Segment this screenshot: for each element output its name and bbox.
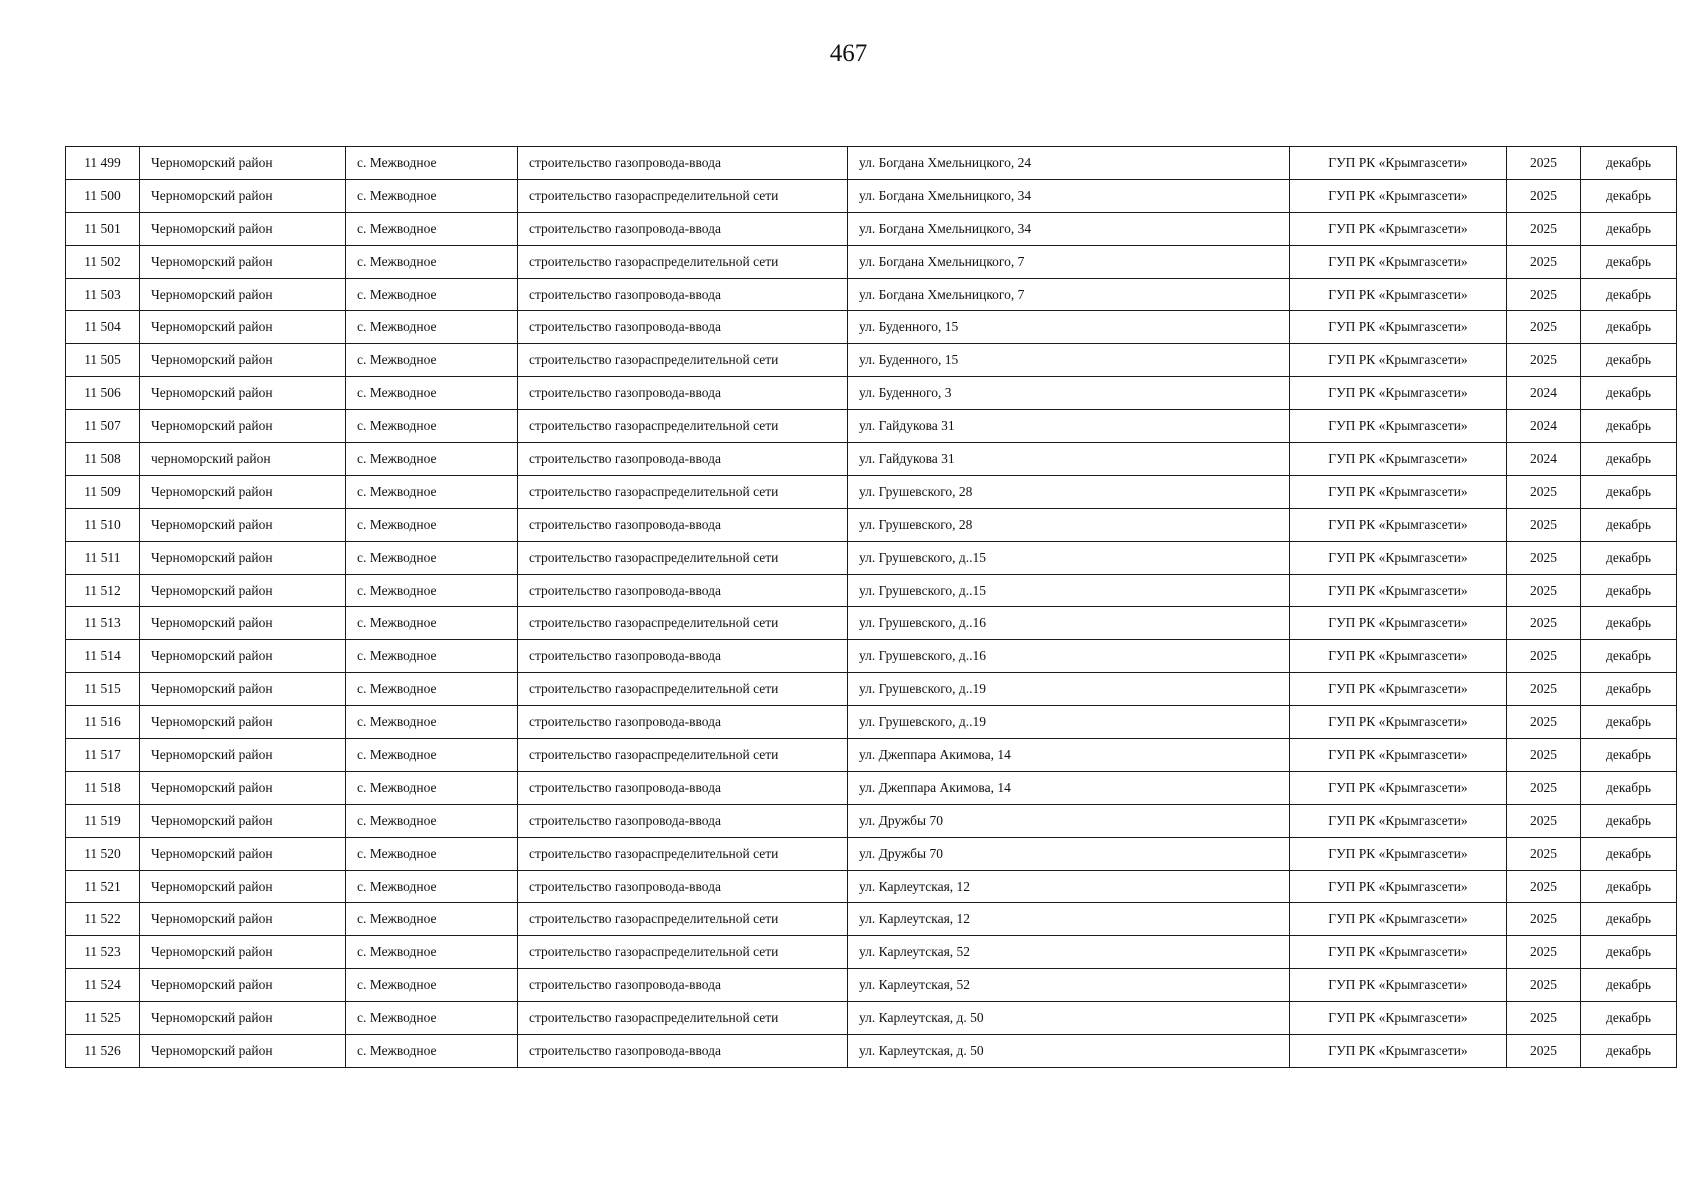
row-number-cell: 11 516 [66, 706, 140, 739]
address-cell: ул. Грушевского, д..15 [848, 574, 1290, 607]
address-cell: ул. Грушевского, д..16 [848, 640, 1290, 673]
settlement-cell: с. Межводное [346, 804, 518, 837]
row-number-cell: 11 505 [66, 344, 140, 377]
work-type-cell: строительство газопровода-ввода [518, 640, 848, 673]
address-cell: ул. Джеппара Акимова, 14 [848, 739, 1290, 772]
month-cell: декабрь [1581, 870, 1677, 903]
district-cell: Черноморский район [140, 311, 346, 344]
settlement-cell: с. Межводное [346, 541, 518, 574]
settlement-cell: с. Межводное [346, 771, 518, 804]
year-cell: 2025 [1507, 640, 1581, 673]
work-type-cell: строительство газопровода-ввода [518, 443, 848, 476]
month-cell: декабрь [1581, 147, 1677, 180]
work-type-cell: строительство газораспределительной сети [518, 739, 848, 772]
district-cell: Черноморский район [140, 771, 346, 804]
organization-cell: ГУП РК «Крымгазсети» [1290, 278, 1507, 311]
month-cell: декабрь [1581, 212, 1677, 245]
settlement-cell: с. Межводное [346, 640, 518, 673]
organization-cell: ГУП РК «Крымгазсети» [1290, 771, 1507, 804]
table-body [66, 147, 1677, 1068]
work-type-cell: строительство газораспределительной сети [518, 410, 848, 443]
organization-cell: ГУП РК «Крымгазсети» [1290, 147, 1507, 180]
work-type-cell: строительство газопровода-ввода [518, 1035, 848, 1068]
settlement-cell: с. Межводное [346, 212, 518, 245]
settlement-cell: с. Межводное [346, 739, 518, 772]
address-cell: ул. Гайдукова 31 [848, 410, 1290, 443]
row-number-cell: 11 526 [66, 1035, 140, 1068]
year-cell: 2024 [1507, 410, 1581, 443]
organization-cell: ГУП РК «Крымгазсети» [1290, 969, 1507, 1002]
month-cell: декабрь [1581, 245, 1677, 278]
district-cell: Черноморский район [140, 739, 346, 772]
work-type-cell: строительство газораспределительной сети [518, 1002, 848, 1035]
row-number-cell: 11 518 [66, 771, 140, 804]
year-cell: 2025 [1507, 212, 1581, 245]
district-cell: Черноморский район [140, 377, 346, 410]
year-cell: 2025 [1507, 771, 1581, 804]
work-type-cell: строительство газораспределительной сети [518, 541, 848, 574]
organization-cell: ГУП РК «Крымгазсети» [1290, 212, 1507, 245]
organization-cell: ГУП РК «Крымгазсети» [1290, 443, 1507, 476]
page-number: 467 [829, 40, 868, 67]
month-cell: декабрь [1581, 936, 1677, 969]
organization-cell: ГУП РК «Крымгазсети» [1290, 574, 1507, 607]
district-cell: Черноморский район [140, 673, 346, 706]
work-type-cell: строительство газораспределительной сети [518, 475, 848, 508]
year-cell: 2025 [1507, 147, 1581, 180]
year-cell: 2025 [1507, 574, 1581, 607]
settlement-cell: с. Межводное [346, 607, 518, 640]
row-number-cell: 11 504 [66, 311, 140, 344]
settlement-cell: с. Межводное [346, 1002, 518, 1035]
district-cell: Черноморский район [140, 903, 346, 936]
row-number-cell: 11 513 [66, 607, 140, 640]
address-cell: ул. Богдана Хмельницкого, 24 [848, 147, 1290, 180]
month-cell: декабрь [1581, 443, 1677, 476]
month-cell: декабрь [1581, 771, 1677, 804]
address-cell: ул. Буденного, 15 [848, 311, 1290, 344]
district-cell: Черноморский район [140, 706, 346, 739]
district-cell: Черноморский район [140, 640, 346, 673]
address-cell: ул. Карлеутская, 12 [848, 870, 1290, 903]
month-cell: декабрь [1581, 837, 1677, 870]
address-cell: ул. Грушевского, 28 [848, 475, 1290, 508]
year-cell: 2025 [1507, 969, 1581, 1002]
month-cell: декабрь [1581, 508, 1677, 541]
organization-cell: ГУП РК «Крымгазсети» [1290, 377, 1507, 410]
work-type-cell: строительство газораспределительной сети [518, 903, 848, 936]
month-cell: декабрь [1581, 607, 1677, 640]
year-cell: 2025 [1507, 1002, 1581, 1035]
settlement-cell: с. Межводное [346, 508, 518, 541]
gas-works-table [65, 146, 1677, 1068]
table-row [66, 640, 1677, 673]
district-cell: Черноморский район [140, 574, 346, 607]
row-number-cell: 11 524 [66, 969, 140, 1002]
work-type-cell: строительство газораспределительной сети [518, 179, 848, 212]
month-cell: декабрь [1581, 739, 1677, 772]
row-number-cell: 11 514 [66, 640, 140, 673]
address-cell: ул. Карлеутская, 52 [848, 936, 1290, 969]
table-row [66, 311, 1677, 344]
district-cell: Черноморский район [140, 541, 346, 574]
work-type-cell: строительство газопровода-ввода [518, 508, 848, 541]
table-row [66, 541, 1677, 574]
month-cell: декабрь [1581, 804, 1677, 837]
table-row [66, 147, 1677, 180]
address-cell: ул. Дружбы 70 [848, 804, 1290, 837]
table-row [66, 245, 1677, 278]
district-cell: Черноморский район [140, 475, 346, 508]
row-number-cell: 11 511 [66, 541, 140, 574]
year-cell: 2024 [1507, 443, 1581, 476]
address-cell: ул. Богдана Хмельницкого, 7 [848, 245, 1290, 278]
work-type-cell: строительство газораспределительной сети [518, 837, 848, 870]
month-cell: декабрь [1581, 541, 1677, 574]
table-row [66, 344, 1677, 377]
settlement-cell: с. Межводное [346, 837, 518, 870]
table-row [66, 278, 1677, 311]
work-type-cell: строительство газопровода-ввода [518, 706, 848, 739]
address-cell: ул. Карлеутская, д. 50 [848, 1035, 1290, 1068]
work-type-cell: строительство газораспределительной сети [518, 673, 848, 706]
year-cell: 2024 [1507, 377, 1581, 410]
table-row [66, 607, 1677, 640]
table-row [66, 903, 1677, 936]
settlement-cell: с. Межводное [346, 706, 518, 739]
settlement-cell: с. Межводное [346, 179, 518, 212]
table-row [66, 706, 1677, 739]
year-cell: 2025 [1507, 706, 1581, 739]
work-type-cell: строительство газопровода-ввода [518, 804, 848, 837]
district-cell: Черноморский район [140, 344, 346, 377]
settlement-cell: с. Межводное [346, 903, 518, 936]
district-cell: Черноморский район [140, 936, 346, 969]
table-row [66, 212, 1677, 245]
year-cell: 2025 [1507, 508, 1581, 541]
work-type-cell: строительство газопровода-ввода [518, 870, 848, 903]
table-row [66, 936, 1677, 969]
address-cell: ул. Грушевского, д..15 [848, 541, 1290, 574]
settlement-cell: с. Межводное [346, 673, 518, 706]
month-cell: декабрь [1581, 574, 1677, 607]
district-cell: Черноморский район [140, 607, 346, 640]
table-row [66, 410, 1677, 443]
district-cell: Черноморский район [140, 508, 346, 541]
organization-cell: ГУП РК «Крымгазсети» [1290, 903, 1507, 936]
table-row [66, 1002, 1677, 1035]
organization-cell: ГУП РК «Крымгазсети» [1290, 179, 1507, 212]
district-cell: Черноморский район [140, 804, 346, 837]
address-cell: ул. Гайдукова 31 [848, 443, 1290, 476]
table-row [66, 837, 1677, 870]
organization-cell: ГУП РК «Крымгазсети» [1290, 936, 1507, 969]
district-cell: Черноморский район [140, 870, 346, 903]
organization-cell: ГУП РК «Крымгазсети» [1290, 607, 1507, 640]
address-cell: ул. Карлеутская, 52 [848, 969, 1290, 1002]
row-number-cell: 11 523 [66, 936, 140, 969]
work-type-cell: строительство газораспределительной сети [518, 344, 848, 377]
address-cell: ул. Богдана Хмельницкого, 34 [848, 179, 1290, 212]
row-number-cell: 11 515 [66, 673, 140, 706]
address-cell: ул. Буденного, 3 [848, 377, 1290, 410]
address-cell: ул. Грушевского, 28 [848, 508, 1290, 541]
year-cell: 2025 [1507, 837, 1581, 870]
month-cell: декабрь [1581, 640, 1677, 673]
year-cell: 2025 [1507, 903, 1581, 936]
district-cell: Черноморский район [140, 969, 346, 1002]
row-number-cell: 11 509 [66, 475, 140, 508]
district-cell: Черноморский район [140, 147, 346, 180]
row-number-cell: 11 522 [66, 903, 140, 936]
work-type-cell: строительство газопровода-ввода [518, 311, 848, 344]
district-cell: Черноморский район [140, 245, 346, 278]
district-cell: Черноморский район [140, 212, 346, 245]
settlement-cell: с. Межводное [346, 377, 518, 410]
month-cell: декабрь [1581, 903, 1677, 936]
organization-cell: ГУП РК «Крымгазсети» [1290, 1002, 1507, 1035]
year-cell: 2025 [1507, 344, 1581, 377]
organization-cell: ГУП РК «Крымгазсети» [1290, 870, 1507, 903]
month-cell: декабрь [1581, 179, 1677, 212]
month-cell: декабрь [1581, 410, 1677, 443]
month-cell: декабрь [1581, 1002, 1677, 1035]
settlement-cell: с. Межводное [346, 574, 518, 607]
row-number-cell: 11 499 [66, 147, 140, 180]
settlement-cell: с. Межводное [346, 1035, 518, 1068]
settlement-cell: с. Межводное [346, 870, 518, 903]
year-cell: 2025 [1507, 475, 1581, 508]
row-number-cell: 11 512 [66, 574, 140, 607]
address-cell: ул. Богдана Хмельницкого, 34 [848, 212, 1290, 245]
organization-cell: ГУП РК «Крымгазсети» [1290, 410, 1507, 443]
year-cell: 2025 [1507, 936, 1581, 969]
work-type-cell: строительство газопровода-ввода [518, 212, 848, 245]
settlement-cell: с. Межводное [346, 410, 518, 443]
district-cell: Черноморский район [140, 278, 346, 311]
month-cell: декабрь [1581, 673, 1677, 706]
month-cell: декабрь [1581, 706, 1677, 739]
row-number-cell: 11 525 [66, 1002, 140, 1035]
work-type-cell: строительство газораспределительной сети [518, 607, 848, 640]
year-cell: 2025 [1507, 739, 1581, 772]
address-cell: ул. Буденного, 15 [848, 344, 1290, 377]
organization-cell: ГУП РК «Крымгазсети» [1290, 1035, 1507, 1068]
row-number-cell: 11 520 [66, 837, 140, 870]
row-number-cell: 11 503 [66, 278, 140, 311]
year-cell: 2025 [1507, 541, 1581, 574]
address-cell: ул. Джеппара Акимова, 14 [848, 771, 1290, 804]
settlement-cell: с. Межводное [346, 245, 518, 278]
address-cell: ул. Карлеутская, д. 50 [848, 1002, 1290, 1035]
organization-cell: ГУП РК «Крымгазсети» [1290, 541, 1507, 574]
table-row [66, 771, 1677, 804]
work-type-cell: строительство газопровода-ввода [518, 377, 848, 410]
settlement-cell: с. Межводное [346, 344, 518, 377]
row-number-cell: 11 506 [66, 377, 140, 410]
work-type-cell: строительство газораспределительной сети [518, 245, 848, 278]
row-number-cell: 11 507 [66, 410, 140, 443]
table-row [66, 870, 1677, 903]
organization-cell: ГУП РК «Крымгазсети» [1290, 640, 1507, 673]
address-cell: ул. Грушевского, д..19 [848, 706, 1290, 739]
table-row [66, 969, 1677, 1002]
month-cell: декабрь [1581, 344, 1677, 377]
work-type-cell: строительство газораспределительной сети [518, 936, 848, 969]
month-cell: декабрь [1581, 1035, 1677, 1068]
year-cell: 2025 [1507, 804, 1581, 837]
settlement-cell: с. Межводное [346, 443, 518, 476]
settlement-cell: с. Межводное [346, 278, 518, 311]
row-number-cell: 11 517 [66, 739, 140, 772]
organization-cell: ГУП РК «Крымгазсети» [1290, 475, 1507, 508]
table-row [66, 377, 1677, 410]
year-cell: 2025 [1507, 1035, 1581, 1068]
work-type-cell: строительство газопровода-ввода [518, 771, 848, 804]
table-row [66, 508, 1677, 541]
address-cell: ул. Грушевского, д..16 [848, 607, 1290, 640]
row-number-cell: 11 502 [66, 245, 140, 278]
month-cell: декабрь [1581, 311, 1677, 344]
year-cell: 2025 [1507, 607, 1581, 640]
row-number-cell: 11 508 [66, 443, 140, 476]
month-cell: декабрь [1581, 475, 1677, 508]
year-cell: 2025 [1507, 311, 1581, 344]
work-type-cell: строительство газопровода-ввода [518, 278, 848, 311]
year-cell: 2025 [1507, 870, 1581, 903]
work-type-cell: строительство газопровода-ввода [518, 969, 848, 1002]
table-row [66, 673, 1677, 706]
settlement-cell: с. Межводное [346, 936, 518, 969]
work-type-cell: строительство газопровода-ввода [518, 147, 848, 180]
table-row [66, 804, 1677, 837]
organization-cell: ГУП РК «Крымгазсети» [1290, 837, 1507, 870]
district-cell: Черноморский район [140, 837, 346, 870]
district-cell: Черноморский район [140, 410, 346, 443]
table-row [66, 179, 1677, 212]
year-cell: 2025 [1507, 278, 1581, 311]
address-cell: ул. Богдана Хмельницкого, 7 [848, 278, 1290, 311]
organization-cell: ГУП РК «Крымгазсети» [1290, 706, 1507, 739]
organization-cell: ГУП РК «Крымгазсети» [1290, 245, 1507, 278]
year-cell: 2025 [1507, 673, 1581, 706]
table-row [66, 574, 1677, 607]
row-number-cell: 11 500 [66, 179, 140, 212]
organization-cell: ГУП РК «Крымгазсети» [1290, 804, 1507, 837]
district-cell: Черноморский район [140, 1002, 346, 1035]
organization-cell: ГУП РК «Крымгазсети» [1290, 739, 1507, 772]
settlement-cell: с. Межводное [346, 311, 518, 344]
table-row [66, 475, 1677, 508]
settlement-cell: с. Межводное [346, 475, 518, 508]
year-cell: 2025 [1507, 179, 1581, 212]
work-type-cell: строительство газопровода-ввода [518, 574, 848, 607]
settlement-cell: с. Межводное [346, 969, 518, 1002]
month-cell: декабрь [1581, 969, 1677, 1002]
month-cell: декабрь [1581, 278, 1677, 311]
row-number-cell: 11 519 [66, 804, 140, 837]
organization-cell: ГУП РК «Крымгазсети» [1290, 311, 1507, 344]
row-number-cell: 11 521 [66, 870, 140, 903]
row-number-cell: 11 510 [66, 508, 140, 541]
table-row [66, 443, 1677, 476]
year-cell: 2025 [1507, 245, 1581, 278]
address-cell: ул. Дружбы 70 [848, 837, 1290, 870]
row-number-cell: 11 501 [66, 212, 140, 245]
table-row [66, 1035, 1677, 1068]
district-cell: Черноморский район [140, 1035, 346, 1068]
organization-cell: ГУП РК «Крымгазсети» [1290, 508, 1507, 541]
address-cell: ул. Карлеутская, 12 [848, 903, 1290, 936]
district-cell: Черноморский район [140, 179, 346, 212]
month-cell: декабрь [1581, 377, 1677, 410]
organization-cell: ГУП РК «Крымгазсети» [1290, 344, 1507, 377]
settlement-cell: с. Межводное [346, 147, 518, 180]
organization-cell: ГУП РК «Крымгазсети» [1290, 673, 1507, 706]
table-row [66, 739, 1677, 772]
address-cell: ул. Грушевского, д..19 [848, 673, 1290, 706]
district-cell: черноморский район [140, 443, 346, 476]
